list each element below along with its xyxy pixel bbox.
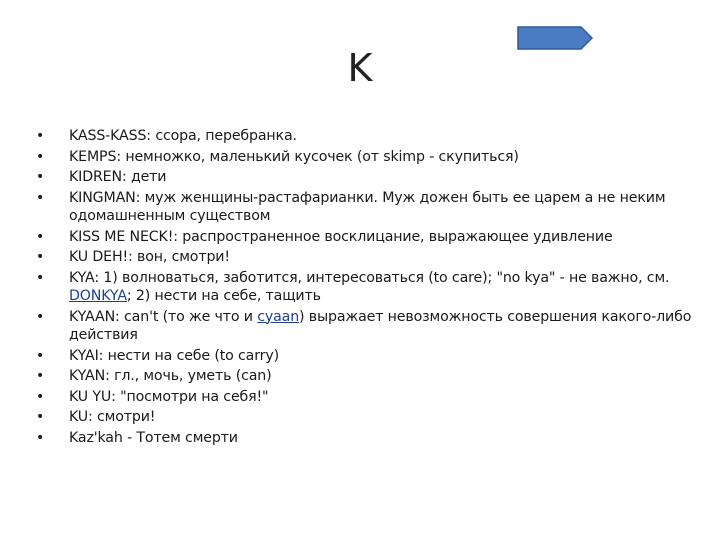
list-item [36,388,696,407]
entry-definition: вон, смотри! [132,249,230,265]
entry-definition: гл., мочь, уметь (can) [109,368,272,384]
list-item [36,189,696,226]
list-item [36,168,696,187]
entry-definition: 1) волноваться, заботится, интересоваться (to care); "no kya" - не важно, см. [99,269,670,286]
entry-definition-cont: ; 2) нести на себе, тащить [126,288,321,304]
bullet-icon: • [36,169,45,185]
entry-definition: - Тотем смерти [122,429,238,446]
glossary-list [36,127,696,449]
entry-definition: can't (то же что и [119,308,258,325]
entry-definition: распространенное восклицание, выражающее удивление [177,228,613,245]
entry-term: KISS ME NECK!: [69,228,178,245]
entry-definition: ссора, перебранка. [150,128,297,144]
bullet-icon: • [36,409,45,425]
bullet-icon: • [36,347,45,364]
list-item [36,269,696,306]
entry-term: KEMPS: [69,148,121,165]
bullet-icon: • [36,189,45,206]
bullet-icon: • [36,368,45,384]
entry-term: KYAN: [69,368,110,384]
list-item [36,248,696,267]
bullet-icon: • [36,128,45,144]
list-item [36,429,696,448]
entry-definition: муж женщины-растафарианки. Муж дожен быть ее царем а не неким одомашненным существом [69,189,666,224]
list-item [36,347,696,366]
link-donkya[interactable]: DONKYA [69,288,127,304]
list-item [36,308,696,345]
entry-definition: немножко, маленький кусочек (от skimp - скупиться) [120,148,519,165]
bullet-icon: • [36,228,45,245]
entry-definition: "посмотри на себя!" [115,388,269,405]
slide-title: K [347,46,373,90]
entry-term: KIDREN: [69,169,127,185]
bullet-icon: • [36,308,45,325]
entry-term: KU YU: [69,388,116,405]
entry-term: Kaz'kah [69,429,123,446]
link-cyaan[interactable]: cyaan [257,308,300,325]
bullet-icon: • [36,249,45,265]
right-arrow-icon[interactable] [517,26,593,50]
list-item [36,127,696,146]
bullet-icon: • [36,269,45,286]
entry-definition: дети [126,169,167,185]
entry-term: KYAI: [69,347,104,364]
entry-term: KYA: [69,269,99,286]
entry-term: KASS-KASS: [69,128,151,144]
entry-definition: нести на себе (to carry) [103,347,279,364]
entry-term: KU DEH!: [69,249,133,265]
entry-term: KYAAN: [69,308,120,325]
list-item [36,228,696,247]
list-item [36,408,696,427]
entry-term: KINGMAN: [69,189,141,206]
bullet-icon: • [36,148,45,165]
list-item [36,367,696,386]
list-item [36,148,696,167]
bullet-icon: • [36,429,45,446]
entry-definition: смотри! [92,409,156,425]
entry-term: KU: [69,409,93,425]
bullet-icon: • [36,388,45,405]
entry-definition-cont: ) выражает невозможность совершения какого-либо действия [69,308,692,343]
